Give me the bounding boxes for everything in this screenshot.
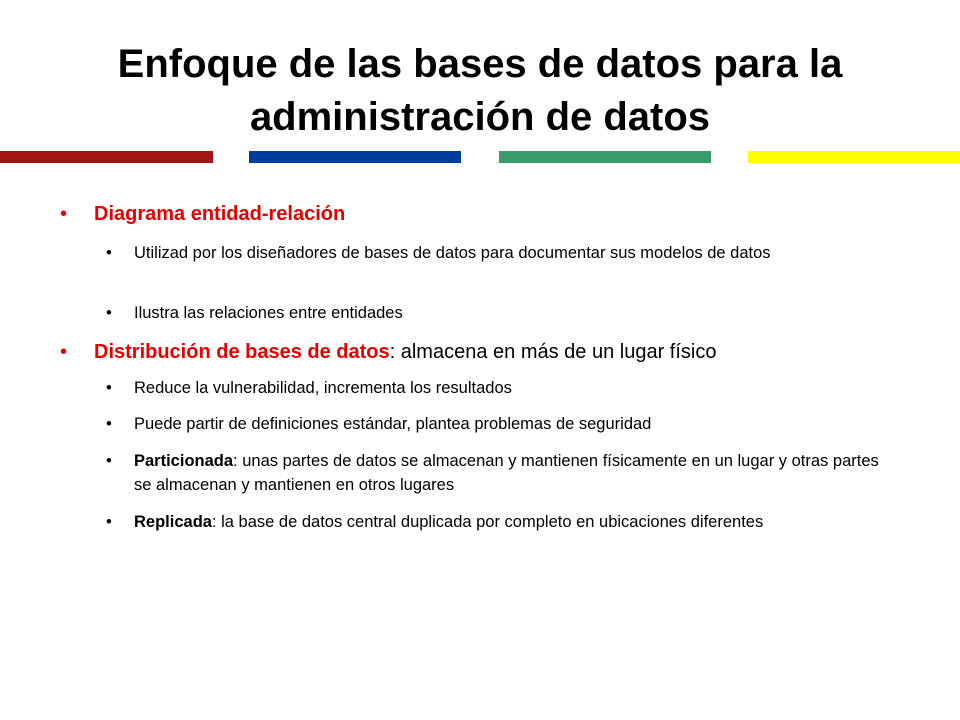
bullet-item-distribucion [60, 340, 894, 364]
slide-title-line-2: administración de datos [249, 95, 711, 139]
sub-bullet-text: : la base de datos central duplicada por completo en ubicaciones diferentes [211, 513, 764, 531]
bullet-heading: Diagrama entidad-relación [94, 203, 346, 225]
sub-bullet-item [106, 449, 894, 497]
bullet-dot-icon: • [106, 415, 112, 433]
sub-bullet-item [106, 510, 894, 534]
sub-bullet-bold: Particionada [134, 452, 234, 470]
slide-title-line-1: Enfoque de las bases de datos para la [117, 42, 843, 86]
bullet-rest: : almacena en más de un lugar físico [389, 341, 717, 363]
decorative-bar-blue [249, 151, 461, 163]
bullet-dot-icon: • [106, 379, 112, 397]
bullet-heading: Distribución de bases de datos [94, 341, 390, 363]
bullet-dot-icon: • [106, 244, 112, 262]
sub-bullet-item [106, 301, 894, 325]
decorative-bar-green [499, 151, 711, 163]
sub-bullet-item [106, 241, 894, 265]
bullet-item-diagrama [60, 202, 894, 226]
sub-bullet-bold: Replicada [134, 513, 212, 531]
sub-bullet-text: Utilizad por los diseñadores de bases de datos para documentar sus modelos de datos [134, 244, 771, 262]
sub-bullet-text: Reduce la vulnerabilidad, incrementa los resultados [134, 379, 512, 397]
sub-bullet-text: : unas partes de datos se almacenan y mantienen físicamente en un lugar y otras partes se almacenan y mantienen en otros lugares [134, 452, 879, 494]
bullet-dot-icon: • [106, 304, 112, 322]
decorative-bar-red [0, 151, 213, 163]
decorative-bar-yellow [748, 151, 960, 163]
bullet-dot-icon: • [106, 513, 112, 531]
sub-bullet-item [106, 376, 894, 400]
sub-bullet-text: Ilustra las relaciones entre entidades [134, 304, 403, 322]
bullet-dot-icon: • [106, 452, 112, 470]
slide-title [40, 38, 920, 144]
bullet-dot-icon: • [60, 341, 68, 363]
sub-bullet-text: Puede partir de definiciones estándar, plantea problemas de seguridad [134, 415, 652, 433]
bullet-dot-icon: • [60, 203, 68, 225]
sub-bullet-item [106, 412, 894, 436]
